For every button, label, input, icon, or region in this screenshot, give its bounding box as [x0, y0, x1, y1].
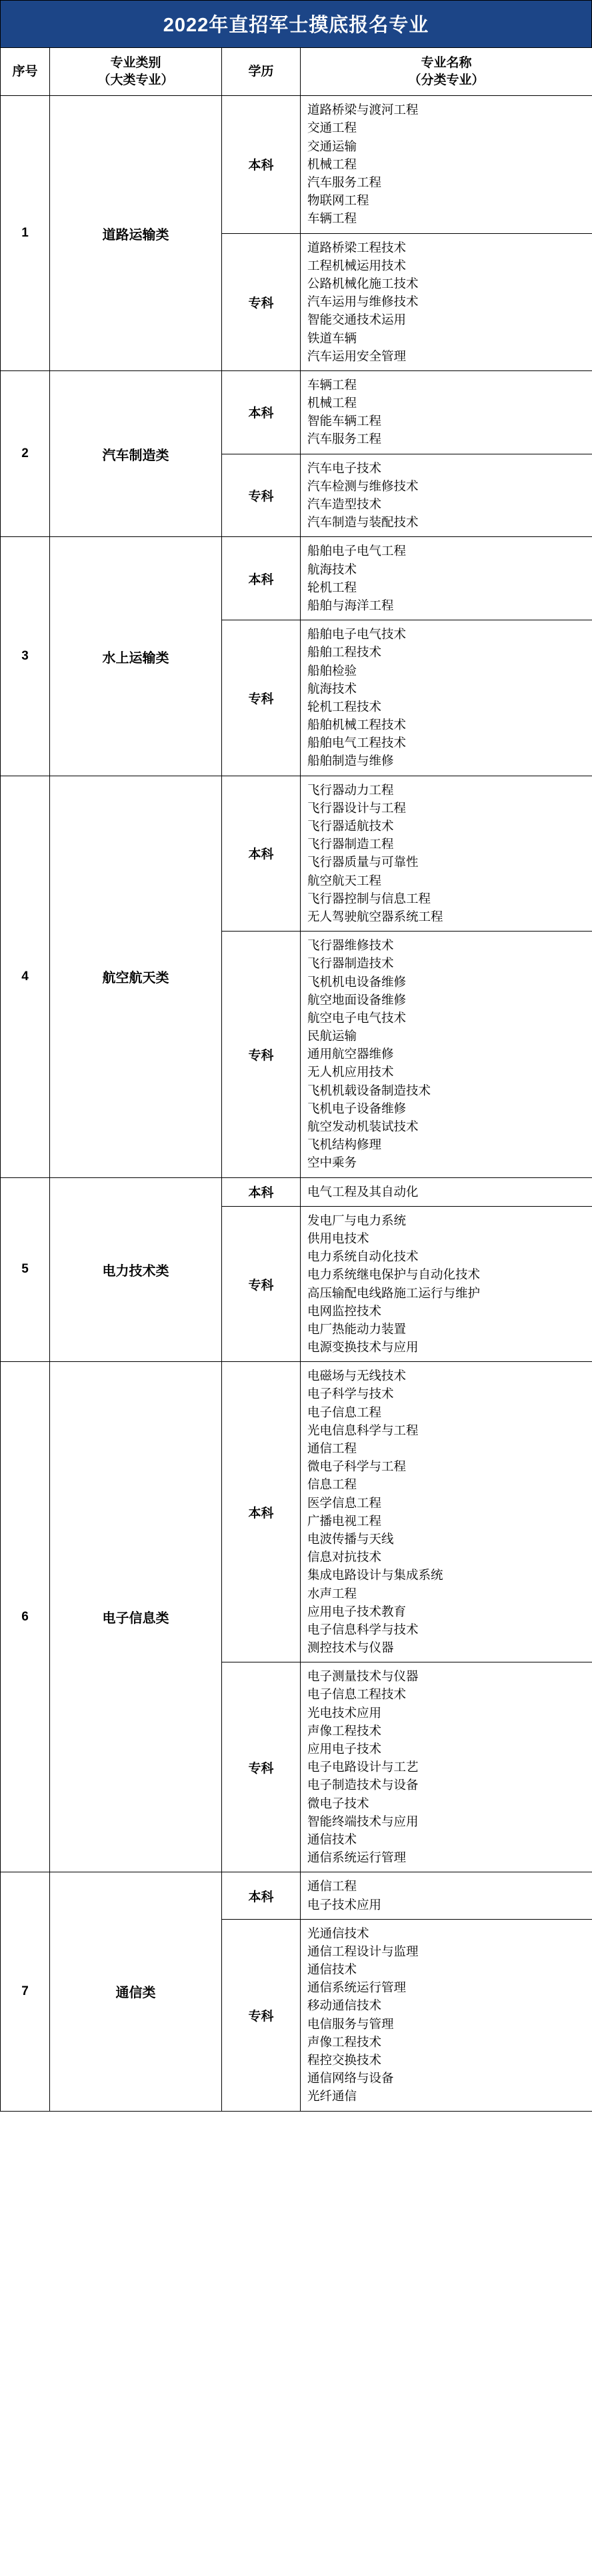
header-category-line1: 专业类别: [110, 56, 161, 70]
education-cell: 本科: [222, 370, 301, 454]
major-list-cell: [301, 537, 592, 620]
major-item: 船舶电子电气工程: [307, 544, 407, 558]
header-major-line2: （分类专业）: [408, 73, 485, 87]
major-list-cell: [301, 1872, 592, 1919]
header-major: [301, 48, 592, 96]
major-item: 民航运输: [307, 1029, 357, 1043]
major-item: 汽车运用安全管理: [307, 348, 407, 363]
major-item: 通信工程设计与监理: [307, 1944, 419, 1958]
major-list-cell: [301, 1362, 592, 1662]
major-item: 机械工程: [307, 157, 357, 171]
major-item: 航空发动机装试技术: [307, 1119, 419, 1134]
major-item: 船舶电子电气技术: [307, 627, 407, 642]
major-item: 电子信息工程技术: [307, 1687, 407, 1702]
category-cell: 电子信息类: [50, 1362, 222, 1872]
table-body: [1, 96, 592, 2111]
education-cell: 专科: [222, 1662, 301, 1872]
major-item: 车辆工程: [307, 211, 357, 226]
header-education: 学历: [222, 48, 301, 96]
major-item: 光纤通信: [307, 2089, 357, 2104]
major-item: 交通运输: [307, 139, 357, 153]
major-item: 医学信息工程: [307, 1495, 382, 1510]
major-item: 工程机械运用技术: [307, 258, 407, 273]
table-row: [1, 1362, 592, 1662]
major-item: 航空电子电气技术: [307, 1010, 407, 1025]
major-item: 智能终端技术与应用: [307, 1814, 419, 1828]
major-item: 船舶机械工程技术: [307, 718, 407, 732]
major-item: 飞行器动力工程: [307, 782, 394, 797]
header-category-line2: （大类专业）: [97, 73, 174, 87]
table-row: [1, 370, 592, 454]
row-number: 3: [1, 537, 50, 776]
major-item: 汽车服务工程: [307, 175, 382, 190]
major-item: 航海技术: [307, 562, 357, 576]
major-item: 道路桥梁与渡河工程: [307, 103, 419, 117]
row-number: 7: [1, 1872, 50, 2111]
major-item: 机械工程: [307, 396, 357, 410]
major-item: 电子制造技术与设备: [307, 1778, 419, 1792]
major-item: 测控技术与仪器: [307, 1640, 394, 1655]
education-cell: 本科: [222, 1872, 301, 1919]
major-item: 轮机工程技术: [307, 699, 382, 714]
major-item: 电子技术应用: [307, 1897, 382, 1912]
header-category: [50, 48, 222, 96]
major-list-cell: [301, 620, 592, 776]
major-item: 微电子技术: [307, 1796, 369, 1810]
major-item: 电信服务与管理: [307, 2016, 394, 2031]
major-item: 高压输配电线路施工运行与维护: [307, 1285, 481, 1300]
header-no: 序号: [1, 48, 50, 96]
major-item: 光通信技术: [307, 1926, 369, 1940]
major-item: 供用电技术: [307, 1231, 369, 1245]
row-number: 5: [1, 1177, 50, 1362]
major-item: 飞行器制造工程: [307, 837, 394, 852]
major-list-cell: [301, 776, 592, 932]
major-item: 船舶制造与维修: [307, 754, 394, 768]
major-item: 公路机械化施工技术: [307, 276, 419, 291]
major-item: 移动通信技术: [307, 1998, 382, 2013]
major-item: 集成电路设计与集成系统: [307, 1568, 443, 1583]
major-item: 电波传播与天线: [307, 1531, 394, 1546]
major-item: 电子测量技术与仪器: [307, 1669, 419, 1684]
major-item: 无人机应用技术: [307, 1065, 394, 1079]
major-item: 通信技术: [307, 1832, 357, 1846]
major-list-cell: [301, 454, 592, 537]
majors-table: [0, 47, 592, 2112]
major-item: 通信网络与设备: [307, 2071, 394, 2086]
education-cell: 专科: [222, 1206, 301, 1362]
page-title: 2022年直招军士摸底报名专业: [0, 0, 592, 47]
category-cell: 通信类: [50, 1872, 222, 2111]
major-item: 飞机机载设备制造技术: [307, 1083, 431, 1097]
major-item: 通信系统运行管理: [307, 1980, 407, 1995]
major-item: 电网监控技术: [307, 1303, 382, 1318]
major-list-cell: [301, 1662, 592, 1872]
major-list-cell: [301, 1206, 592, 1362]
major-item: 微电子科学与工程: [307, 1459, 407, 1474]
education-cell: 本科: [222, 96, 301, 233]
major-item: 飞行器质量与可靠性: [307, 855, 419, 870]
major-item: 船舶工程技术: [307, 645, 382, 660]
major-item: 智能交通技术运用: [307, 313, 407, 327]
category-cell: 道路运输类: [50, 96, 222, 371]
major-item: 航空地面设备维修: [307, 992, 407, 1007]
education-cell: 专科: [222, 932, 301, 1177]
education-cell: 专科: [222, 454, 301, 537]
major-item: 道路桥梁工程技术: [307, 240, 407, 255]
row-number: 4: [1, 776, 50, 1177]
education-cell: 专科: [222, 1919, 301, 2111]
major-item: 通用航空器维修: [307, 1047, 394, 1061]
major-item: 飞机结构修理: [307, 1137, 382, 1152]
major-list-cell: [301, 932, 592, 1177]
major-item: 光电技术应用: [307, 1705, 382, 1720]
major-item: 通信工程: [307, 1879, 357, 1894]
major-item: 电气工程及其自动化: [307, 1184, 419, 1199]
table-header-row: [1, 48, 592, 96]
major-item: 船舶电气工程技术: [307, 736, 407, 750]
major-item: 汽车制造与装配技术: [307, 515, 419, 530]
major-item: 汽车检测与维修技术: [307, 478, 419, 493]
header-major-line1: 专业名称: [421, 56, 472, 70]
table-row: [1, 1177, 592, 1206]
education-cell: 专科: [222, 620, 301, 776]
major-item: 信息对抗技术: [307, 1550, 382, 1565]
table-row: [1, 96, 592, 233]
major-list-cell: [301, 1919, 592, 2111]
major-item: 通信系统运行管理: [307, 1850, 407, 1865]
major-item: 交通工程: [307, 121, 357, 135]
major-item: 无人驾驶航空器系统工程: [307, 909, 443, 924]
major-item: 汽车服务工程: [307, 432, 382, 446]
major-item: 应用电子技术: [307, 1742, 382, 1756]
category-cell: 航空航天类: [50, 776, 222, 1177]
education-cell: 本科: [222, 537, 301, 620]
major-item: 电力系统继电保护与自动化技术: [307, 1267, 481, 1282]
major-item: 通信工程: [307, 1441, 357, 1456]
major-item: 空中乘务: [307, 1155, 357, 1170]
category-cell: 电力技术类: [50, 1177, 222, 1362]
major-item: 车辆工程: [307, 377, 357, 392]
major-item: 应用电子技术教育: [307, 1604, 407, 1618]
major-item: 程控交换技术: [307, 2053, 382, 2068]
major-item: 电子信息工程: [307, 1405, 382, 1419]
major-item: 船舶与海洋工程: [307, 598, 394, 612]
major-item: 电力系统自动化技术: [307, 1249, 419, 1264]
major-item: 电磁场与无线技术: [307, 1369, 407, 1383]
major-item: 电源变换技术与应用: [307, 1340, 419, 1355]
major-item: 船舶检验: [307, 663, 357, 678]
education-cell: 本科: [222, 1177, 301, 1206]
major-item: 飞机机电设备维修: [307, 974, 407, 989]
major-item: 信息工程: [307, 1477, 357, 1492]
major-item: 汽车造型技术: [307, 497, 382, 512]
major-item: 智能车辆工程: [307, 414, 382, 428]
major-item: 铁道车辆: [307, 330, 357, 345]
major-item: 广播电视工程: [307, 1513, 382, 1528]
major-item: 飞行器制造技术: [307, 956, 394, 971]
row-number: 1: [1, 96, 50, 371]
major-list-cell: [301, 1177, 592, 1206]
major-item: 电子信息科学与技术: [307, 1622, 419, 1636]
category-cell: 汽车制造类: [50, 370, 222, 537]
major-item: 声像工程技术: [307, 1723, 382, 1738]
education-cell: 专科: [222, 233, 301, 370]
table-row: [1, 776, 592, 932]
major-item: 飞行器控制与信息工程: [307, 891, 431, 906]
row-number: 6: [1, 1362, 50, 1872]
major-item: 飞行器适航技术: [307, 819, 394, 834]
major-item: 汽车运用与维修技术: [307, 295, 419, 309]
major-item: 水声工程: [307, 1586, 357, 1601]
major-list-cell: [301, 233, 592, 370]
major-item: 发电厂与电力系统: [307, 1213, 407, 1227]
major-item: 电子科学与技术: [307, 1387, 394, 1401]
row-number: 2: [1, 370, 50, 537]
major-item: 光电信息科学与工程: [307, 1423, 419, 1437]
major-item: 声像工程技术: [307, 2034, 382, 2049]
table-row: [1, 1872, 592, 1919]
major-item: 航空航天工程: [307, 873, 382, 888]
major-item: 飞行器维修技术: [307, 938, 394, 953]
major-item: 电子电路设计与工艺: [307, 1760, 419, 1774]
major-item: 汽车电子技术: [307, 460, 382, 475]
major-list-cell: [301, 370, 592, 454]
major-item: 电厂热能动力装置: [307, 1321, 407, 1336]
major-item: 物联网工程: [307, 193, 369, 208]
education-cell: 本科: [222, 776, 301, 932]
major-item: 通信技术: [307, 1962, 357, 1977]
major-item: 航海技术: [307, 681, 357, 696]
category-cell: 水上运输类: [50, 537, 222, 776]
major-item: 轮机工程: [307, 580, 357, 594]
education-cell: 本科: [222, 1362, 301, 1662]
major-item: 飞行器设计与工程: [307, 800, 407, 815]
table-row: [1, 537, 592, 620]
major-item: 飞机电子设备维修: [307, 1101, 407, 1115]
major-list-cell: [301, 96, 592, 233]
